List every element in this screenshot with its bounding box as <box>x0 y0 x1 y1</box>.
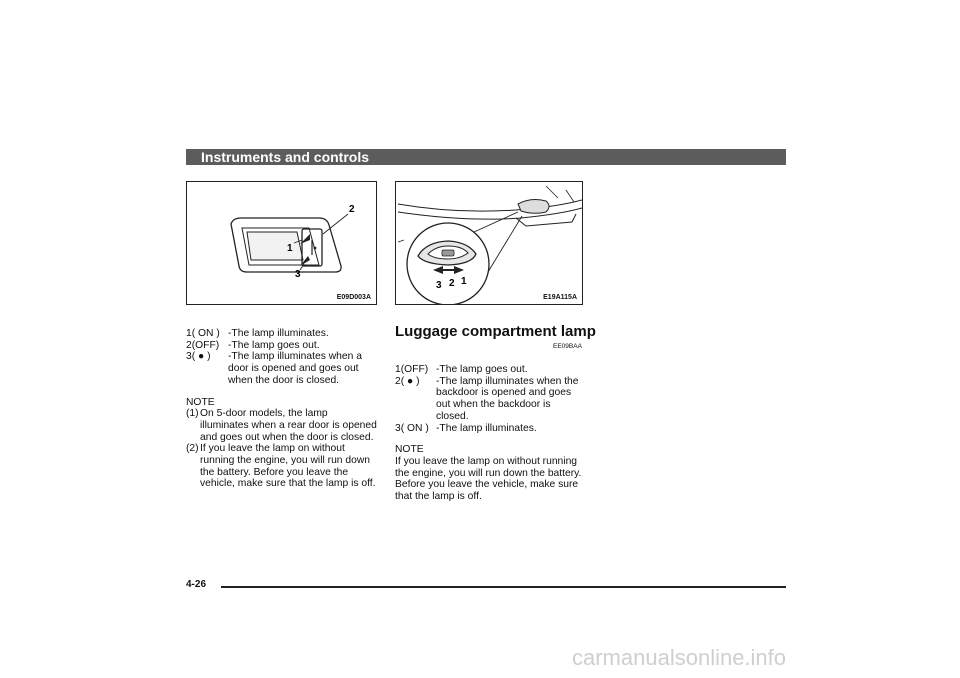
note-text: If you leave the lamp on without running the engine, you will run down the battery. Before you leave the vehicle, make sure that the lamp is off. <box>395 455 582 503</box>
figure-code: E19A115A <box>543 294 577 301</box>
switch-position: 3( ● ) <box>186 351 211 363</box>
switch-position: 1(OFF) <box>395 364 429 375</box>
figure-label: 2 <box>349 204 355 215</box>
list-item <box>186 351 378 386</box>
note-number: (1) <box>186 408 199 420</box>
switch-description: -The lamp goes out. <box>228 339 320 351</box>
list-item <box>395 376 583 423</box>
figure-label: 1 <box>287 243 293 254</box>
switch-description: -The lamp illuminates when a door is opened and goes out when the door is closed. <box>228 351 362 386</box>
list-item <box>395 364 583 376</box>
switch-position: 1( ON ) <box>186 328 220 339</box>
figure-label: 3 <box>295 269 301 280</box>
figure-code: E09D003A <box>336 294 371 301</box>
watermark: carmanualsonline.info <box>572 645 787 670</box>
luggage-lamp-illustration <box>396 182 582 304</box>
luggage-lamp-text <box>395 364 583 503</box>
luggage-lamp-figure <box>395 181 583 305</box>
page-number: 4-26 <box>186 579 207 590</box>
page-title: Instruments and controls <box>201 149 370 165</box>
switch-description: -The lamp illuminates. <box>228 328 329 339</box>
list-item <box>186 328 378 340</box>
list-item <box>186 408 378 443</box>
note-number: (2) <box>186 443 199 455</box>
figure-label: 3 <box>436 280 442 291</box>
room-lamp-text <box>186 328 378 490</box>
switch-position: 2(OFF) <box>186 339 220 351</box>
switch-position: 3( ON ) <box>395 422 429 434</box>
section-code: EE09BAA <box>553 343 582 350</box>
room-lamp-figure <box>186 181 377 305</box>
list-item <box>186 340 378 352</box>
footer-divider <box>221 586 786 588</box>
switch-description: -The lamp goes out. <box>436 364 528 375</box>
room-lamp-illustration <box>187 182 376 304</box>
switch-description: -The lamp illuminates when the backdoor is opened and goes out when the backdoor is closed. <box>436 375 579 422</box>
note-text: If you leave the lamp on without running the engine, you will run down the battery. Before you leave the vehicle, make sure that the lamp is off. <box>200 443 376 490</box>
switch-position: 2( ● ) <box>395 375 420 387</box>
figure-label: 2 <box>449 278 455 289</box>
note-heading: NOTE <box>395 444 424 456</box>
note-list <box>186 408 378 490</box>
figure-label: 1 <box>461 276 467 287</box>
note-heading: NOTE <box>186 396 215 408</box>
note-text: On 5-door models, the lamp illuminates when a rear door is opened and goes out when the door is closed. <box>200 408 377 443</box>
section-title: Luggage compartment lamp <box>395 323 596 340</box>
switch-description: -The lamp illuminates. <box>436 422 537 434</box>
list-item <box>395 423 583 435</box>
list-item <box>186 443 378 490</box>
